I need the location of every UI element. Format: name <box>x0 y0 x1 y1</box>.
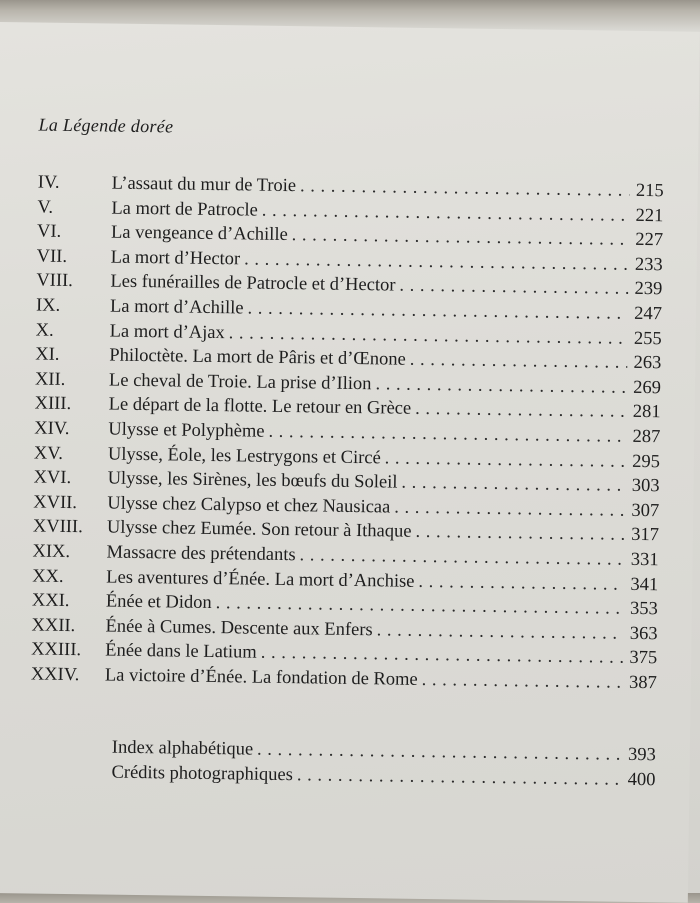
chapter-title: Philoctète. La mort de Pâris et d’Œnone <box>109 345 406 370</box>
page-number: 247 <box>634 303 663 325</box>
chapter-number: XV. <box>33 443 64 464</box>
chapter-number: IX. <box>35 295 61 316</box>
dot-leader <box>401 471 626 499</box>
dot-leader <box>410 348 628 376</box>
running-head: La Légende dorée <box>38 114 174 137</box>
chapter-number: XIX. <box>32 541 71 562</box>
chapter-title: La mort d’Ajax <box>109 321 225 343</box>
dot-leader <box>415 397 627 425</box>
page-number: 239 <box>634 279 663 300</box>
chapter-number: XXI. <box>31 590 70 612</box>
page-number: 215 <box>635 180 664 202</box>
page-number: 295 <box>632 451 661 472</box>
chapter-number: XVII. <box>33 492 78 513</box>
table-of-contents <box>31 171 664 696</box>
appendix-title: Index alphabétique <box>111 737 254 760</box>
chapter-number: V. <box>37 197 54 218</box>
chapter-number: XIII. <box>34 393 72 415</box>
dot-leader <box>399 274 628 302</box>
page-number: 307 <box>631 500 660 521</box>
dot-leader <box>394 495 625 523</box>
page-number: 375 <box>629 648 658 669</box>
chapter-title: Ulysse chez Eumée. Son retour à Ithaque <box>106 517 412 543</box>
page-number: 263 <box>633 353 662 374</box>
chapter-title: Le départ de la flotte. Le retour en Grèce <box>108 394 412 420</box>
dot-leader <box>422 668 623 695</box>
chapter-title: Ulysse chez Calypso et chez Nausicaa <box>107 493 391 518</box>
chapter-number: XXIII. <box>31 639 82 661</box>
page-number: 281 <box>632 402 661 423</box>
chapter-number: VII. <box>36 246 68 267</box>
chapter-number: XX. <box>32 566 64 587</box>
page-number: 317 <box>631 525 660 546</box>
page-number: 353 <box>629 598 659 620</box>
chapter-number: VIII. <box>36 270 73 292</box>
chapter-number: XI. <box>35 344 60 366</box>
dot-leader <box>376 618 623 646</box>
dot-leader <box>418 569 624 596</box>
dot-leader <box>415 520 625 548</box>
chapter-number: IV. <box>37 172 60 193</box>
page-number: 221 <box>635 205 664 226</box>
chapter-number: XII. <box>34 369 66 390</box>
page-number: 233 <box>634 254 663 276</box>
page-number: 387 <box>628 672 657 694</box>
page-number: 363 <box>629 623 658 644</box>
chapter-title: Les aventures d’Énée. La mort d’Anchise <box>106 567 415 592</box>
chapter-title: Ulysse, les Sirènes, les bœufs du Soleil <box>107 468 398 493</box>
page-number: 227 <box>635 230 664 251</box>
appendix-title: Crédits photographiques <box>111 762 294 785</box>
page-number: 400 <box>627 769 656 790</box>
chapter-number: XXII. <box>31 615 76 636</box>
chapter-title: Ulysse et Polyphème <box>108 419 265 442</box>
dot-leader <box>375 372 627 400</box>
spacer <box>29 776 111 777</box>
chapter-title: Le cheval de Troie. La prise d’Ilion <box>108 370 372 394</box>
chapter-title: La vengeance d’Achille <box>110 222 288 246</box>
appendix-entries <box>29 734 656 792</box>
chapter-number: XVIII. <box>32 516 83 538</box>
chapter-title: Ulysse, Éole, les Lestrygons et Circé <box>107 444 381 468</box>
chapter-title: La mort d’Hector <box>110 247 241 270</box>
chapter-title: La mort d’Achille <box>109 296 244 319</box>
dot-leader <box>385 446 627 474</box>
chapter-title: Massacre des prétendants <box>106 542 296 566</box>
page-number: 393 <box>627 744 656 766</box>
spacer <box>30 751 112 752</box>
chapter-number: X. <box>35 320 54 341</box>
chapter-title: Énée et Didon <box>105 591 212 614</box>
page-number: 303 <box>631 475 660 497</box>
chapter-number: XXIV. <box>30 664 80 686</box>
chapter-number: XVI. <box>33 467 72 489</box>
dot-leader <box>297 763 622 792</box>
page-number: 331 <box>630 549 659 571</box>
chapter-title: La victoire d’Énée. La fondation de Rome <box>104 665 418 690</box>
chapter-title: Énée à Cumes. Descente aux Enfers <box>105 616 373 640</box>
chapter-title: Énée dans le Latium <box>105 640 257 663</box>
chapter-title: Les funérailles de Patrocle et d’Hector <box>110 271 396 296</box>
page-number: 287 <box>632 426 661 448</box>
chapter-number: VI. <box>36 221 62 243</box>
chapter-number: XIV. <box>34 418 70 439</box>
page-number: 341 <box>630 574 659 595</box>
book-page <box>0 22 700 903</box>
page-number: 255 <box>633 328 662 349</box>
chapter-title: L’assaut du mur de Troie <box>111 173 297 197</box>
chapter-title: La mort de Patrocle <box>111 198 258 221</box>
page-number: 269 <box>633 377 662 399</box>
